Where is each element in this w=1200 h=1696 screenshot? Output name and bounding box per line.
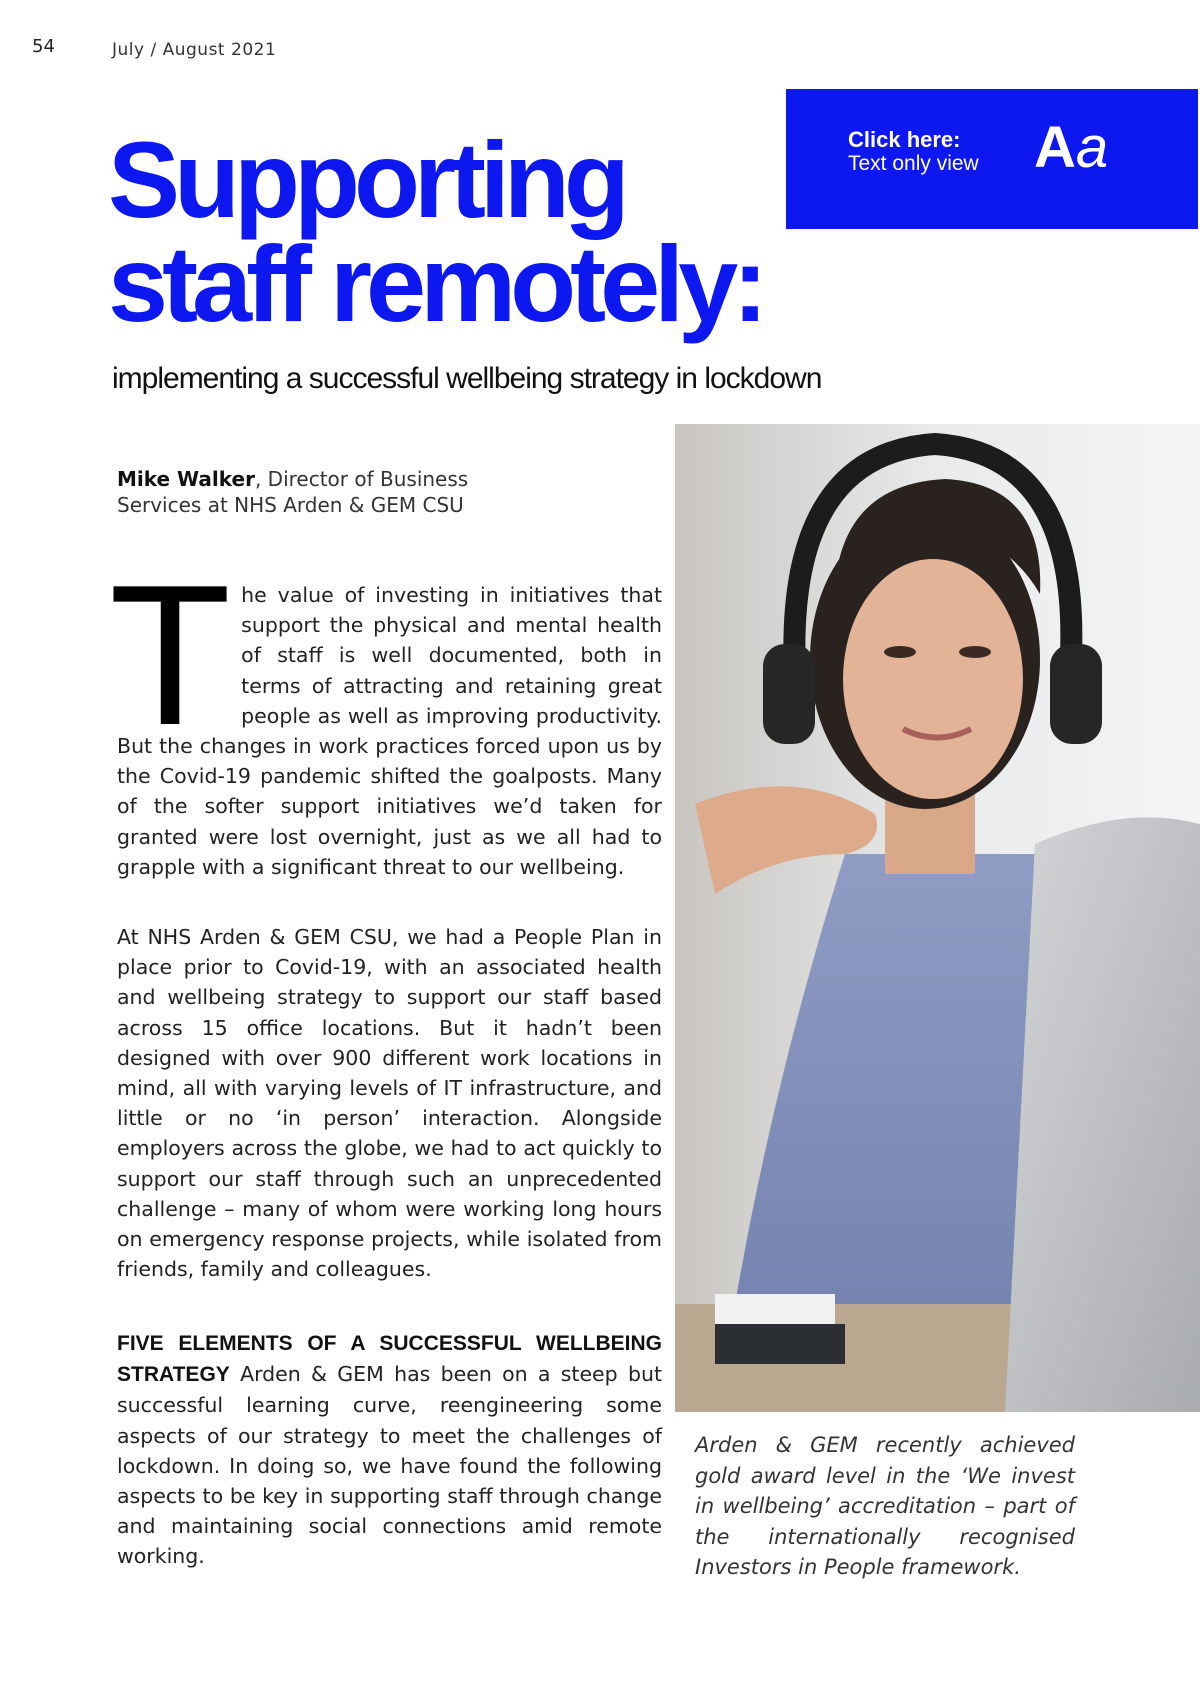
author-name: Mike Walker <box>117 467 255 491</box>
byline <box>117 466 537 518</box>
body-paragraph-3 <box>117 1328 662 1572</box>
page-number: 54 <box>32 36 55 57</box>
article-title <box>108 119 763 344</box>
body-paragraph-2: At NHS Arden & GEM CSU, we had a People Plan in place prior to Covid-19, with an associated health and wellbeing strategy to support our staff based across 15 office locations. But it hadn’t been designed with over 900 different work locations in mind, all with varying levels of IT infrastructure, and little or no ‘in person’ interaction. Alongside employers across the globe, we had to act quickly to support our staff through such an unprecedented challenge – many of whom were working long hours on emergency response projects, while isolated from friends, family and colleagues. <box>117 925 662 1282</box>
cta-label: Click here: <box>848 127 961 152</box>
section-heading: FIVE ELEMENTS OF A SUCCESSFUL WELLBEING STRATEGY <box>117 1332 662 1387</box>
drop-cap: T <box>109 544 232 767</box>
article-photo <box>675 424 1200 1412</box>
body-paragraph-1 <box>109 544 662 882</box>
author-role: , Director of Business Services at NHS Arden & GEM CSU <box>117 467 469 517</box>
paragraph-1-text: he value of investing in initiatives that support the physical and mental health of staff is well documented, both in terms of attracting and retaining great people as well as improving productivity. But the changes in work practices forced upon us by the Covid-19 pandemic shifted the goalposts. Many of the softer support initiatives we’d taken for granted were lost overnight, just as we all had to grapple with a significant threat to our wellbeing. <box>117 583 662 879</box>
paragraph-3-text: Arden & GEM has been on a steep but successful learning curve, reengineering some aspects of our strategy to meet the challenges of lockdown. In doing so, we have found the following aspects to be key in supporting staff through change and maintaining social connections amid remote working. <box>117 1362 662 1569</box>
photo-caption: Arden & GEM recently achieved gold award level in the ‘We invest in wellbeing’ accreditation – part of the internationally recognised Investors in People framework. <box>695 1433 1075 1579</box>
issue-date: July / August 2021 <box>112 40 277 60</box>
title-line-2: staff remotely: <box>108 223 763 344</box>
title-line-1: Supporting <box>108 119 624 240</box>
woman-with-headphones-photo <box>675 424 1200 1412</box>
text-only-view-button[interactable] <box>786 89 1198 229</box>
article-subtitle: implementing a successful wellbeing strategy in lockdown <box>112 362 822 395</box>
text-size-icon: Aa <box>1034 115 1109 180</box>
cta-sublabel: Text only view <box>848 152 979 175</box>
